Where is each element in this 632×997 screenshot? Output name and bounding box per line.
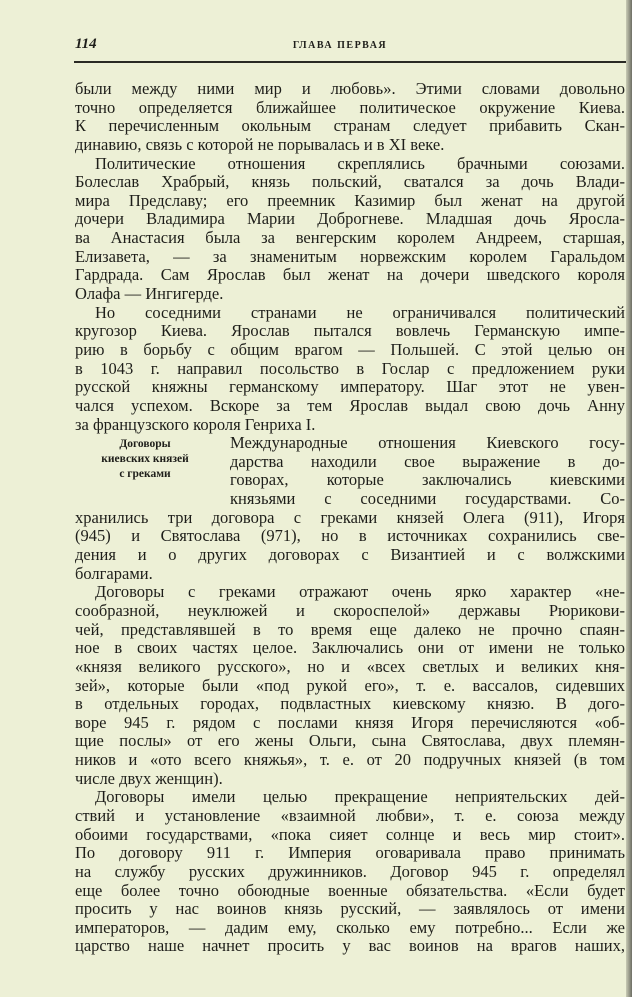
text-line: точно определяется ближайшее политическое окружение Киева.: [75, 97, 625, 117]
text-line: числе двух женщин).: [75, 768, 223, 788]
text-line: К перечисленным окольным странам следует прибавить Скан-: [75, 116, 625, 136]
text-line: дочери Владимира Марии Доброгневе. Младшая дочь Яросла-: [75, 209, 625, 229]
text-line: Но соседними странами не ограничивался политический: [95, 302, 625, 322]
text-line: (945) и Святослава (971), но в источниках сохранились све-: [75, 526, 625, 546]
header-rule: [74, 61, 626, 63]
text-line: в отдельных городах, подвластных киевскому князю. В дого-: [75, 694, 625, 714]
margin-note-line: Договоры: [119, 438, 171, 450]
text-line: хранились три договора с греками князей Олега (911), Игоря: [75, 507, 625, 527]
text-line: в 1043 г. направил посольство в Гослар с предложением руки: [75, 358, 625, 378]
text-line: кругозор Киева. Ярослав пытался вовлечь Германскую импе-: [75, 321, 625, 341]
text-line: чей, представлявшей в то время еще далеко не прочно спаян-: [75, 619, 625, 639]
text-line: Политические отношения скреплялись брачными союзами.: [95, 153, 625, 173]
text-line: были между ними мир и любовь». Этими словами довольно: [75, 79, 625, 98]
text-line: русской княжны германскому императору. Шаг этот не увен-: [75, 377, 625, 397]
text-line: сообразной, неуклюжей и скороспелой» державы Рюрикови-: [75, 600, 625, 620]
margin-note-line: киевских князей: [101, 453, 189, 465]
text-line: ствий и установление «взаимной любви», т. е. союза между: [75, 805, 625, 825]
text-line: дарства находили свое выражение в до-: [230, 451, 625, 471]
text-line: динавию, связь с которой не порывалась и в XI веке.: [75, 134, 445, 154]
page-edge: [626, 0, 632, 997]
text-line: князьями с соседними государствами. Со-: [230, 489, 625, 509]
text-line: просить у нас воинов князь русский, — заявлялось от имени: [75, 899, 625, 919]
text-line: ное в своих частях целое. Заключались они от имени не только: [75, 638, 625, 658]
text-line: По договору 911 г. Империя оговаривала право принимать: [75, 843, 625, 863]
text-line: Договоры с греками отражают очень ярко характер «не-: [95, 582, 625, 602]
text-line: Договоры имели целью прекращение неприятельских дей-: [95, 787, 625, 807]
text-line: ников и «ото всего княжья», т. е. от 20 подручных князей (в том: [75, 750, 625, 770]
text-line: Елизавета, — за знаменитым норвежским королем Гаральдом: [75, 246, 625, 266]
text-line: Гардрада. Сам Ярослав был женат на дочери шведского короля: [75, 265, 625, 285]
text-line: «князя великого русского», но и «всех светлых и великих кня-: [75, 656, 625, 676]
text-line: говорах, которые заключались киевскими: [230, 470, 625, 490]
text-line: царство наше начнет просить у вас воинов на врагов наших,: [75, 936, 625, 956]
text-line: дения и о других договорах с Византией и с волжскими: [75, 545, 625, 565]
text-line: обоими государствами, «пока сияет солнце и весь мир стоит».: [75, 824, 625, 844]
running-title: ГЛАВА ПЕРВАЯ: [292, 40, 388, 51]
text-line: на службу русских дружинников. Договор 945 г. определял: [75, 861, 625, 881]
text-line: рию в борьбу с общим врагом — Польшей. С этой целью он: [75, 339, 625, 359]
text-line: Болеслав Храбрый, князь польский, сватался за дочь Влади-: [75, 172, 625, 192]
text-line: ва Анастасия была за венгерским королем Андреем, старшая,: [75, 228, 625, 248]
text-line: императоров, — дадим ему, сколько ему потребно... Если же: [75, 917, 625, 937]
text-line: за французского короля Генриха I.: [75, 414, 316, 434]
text-line: щие послы» от его жены Ольги, сына Святослава, двух племян-: [75, 731, 625, 751]
body-text: [75, 80, 625, 956]
text-line: болгарами.: [75, 563, 153, 583]
text-line: чался успехом. Вскоре за тем Ярослав выдал свою дочь Анну: [75, 395, 625, 415]
text-line: Международные отношения Киевского госу-: [230, 433, 625, 453]
text-line: мира Предславу; его преемник Казимир был женат на другой: [75, 190, 625, 210]
text-line: зей», которые были «под рукой его», т. е. вассалов, сидевших: [75, 675, 625, 695]
text-line: еще более точно обоюдные военные обязательства. «Если будет: [75, 880, 625, 900]
text-line: воре 945 г. рядом с послами князя Игоря перечисляются «об-: [75, 712, 625, 732]
page-number: 114: [75, 36, 97, 52]
text-line: Олафа — Ингигерде.: [75, 284, 224, 304]
margin-note-line: с греками: [119, 468, 171, 480]
